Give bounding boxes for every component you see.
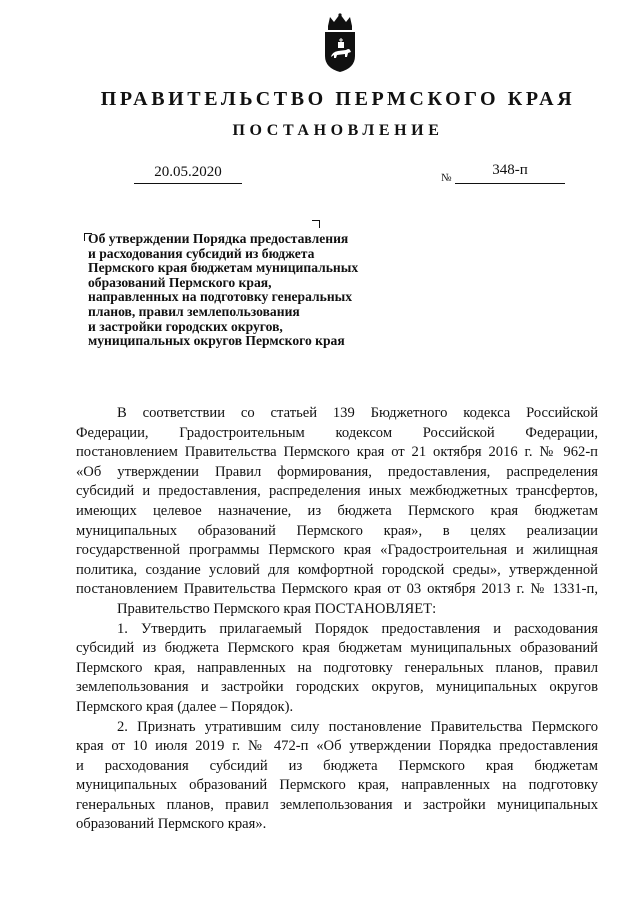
subject-line: направленных на подготовку генеральных <box>88 289 353 305</box>
item-1-paragraph <box>76 620 598 718</box>
document-date: 20.05.2020 <box>134 164 242 184</box>
body-line: муниципальных образований Пермского края, направленных на подготовку <box>76 777 598 794</box>
subject-line: Об утверждении Порядка предоставления <box>88 231 349 246</box>
body-line: Федерации, Градостроительным кодексом Российской Федерации, <box>76 424 598 441</box>
number-sign: № <box>441 172 452 184</box>
preamble-paragraph <box>76 404 598 600</box>
body-line: постановлением Правительства Пермского края от 03 октября 2013 г. № 1331-п, <box>76 581 598 598</box>
perm-krai-coat-of-arms-icon <box>320 12 360 74</box>
body-line: и расходования субсидий из бюджета Пермского края бюджетам <box>76 757 598 774</box>
body-line: 1. Утвердить прилагаемый Порядок предоставления и расходования <box>117 620 598 637</box>
body-line: постановлением Правительства Пермского края от 21 октября 2016 г. № 962-п <box>76 444 598 461</box>
body-line: 2. Признать утратившим силу постановление Правительства Пермского <box>117 718 598 735</box>
body-line: края от 10 июля 2019 г. № 472-п «Об утверждении Порядка предоставления <box>76 738 598 755</box>
subject-line: и застройки городских округов, <box>88 318 283 334</box>
subject-line: Пермского края бюджетам муниципальных <box>88 260 359 276</box>
subject-line: и расходования субсидий из бюджета <box>88 245 315 261</box>
body-line: муниципальных образований Пермского края», в целях реализации <box>76 522 598 539</box>
subject-line: муниципальных округов Пермского края <box>88 333 345 349</box>
body-line: В соответствии со статьей 139 Бюджетного кодекса Российской <box>117 405 598 421</box>
body-line: образований Пермского края». <box>76 816 267 833</box>
body-line: генеральных планов, правил землепользования и застройки муниципальных <box>76 796 598 813</box>
item-2-paragraph <box>76 718 598 836</box>
body-line: Правительство Пермского края ПОСТАНОВЛЯЕТ: <box>117 600 437 617</box>
body-line: Пермского края (далее – Порядок). <box>76 698 294 715</box>
document-subject <box>88 232 408 349</box>
body-line: «Об утверждении Правил формирования, предоставления, распределения <box>76 463 598 480</box>
document-body <box>76 404 598 835</box>
resolution-paragraph <box>76 600 598 620</box>
body-line: субсидий и предоставления, распределения иных межбюджетных трансфертов, <box>76 483 598 500</box>
body-line: имеющих целевое назначение, из бюджета Пермского края бюджетам <box>76 502 598 519</box>
body-line: Пермского края, направленных на подготовку генеральных планов, правил <box>76 659 598 676</box>
body-line: субсидий из бюджета Пермского края бюджетам муниципальных образований <box>76 640 598 657</box>
document-number: 348-п <box>455 162 565 184</box>
body-line: государственной программы Пермского края «Градостроительная и жилищная <box>76 542 598 559</box>
subject-bracket-right <box>312 220 320 228</box>
government-title: ПРАВИТЕЛЬСТВО ПЕРМСКОГО КРАЯ <box>100 88 576 110</box>
body-line: политика, создание условий для комфортной городской среды», утвержденной <box>76 561 598 578</box>
body-line: землепользования и застройки городских округов, муниципальных округов <box>76 679 598 696</box>
subject-line: образований Пермского края, <box>88 274 272 290</box>
subject-line: планов, правил землепользования <box>88 303 300 319</box>
document-type: ПОСТАНОВЛЕНИЕ <box>232 122 444 139</box>
